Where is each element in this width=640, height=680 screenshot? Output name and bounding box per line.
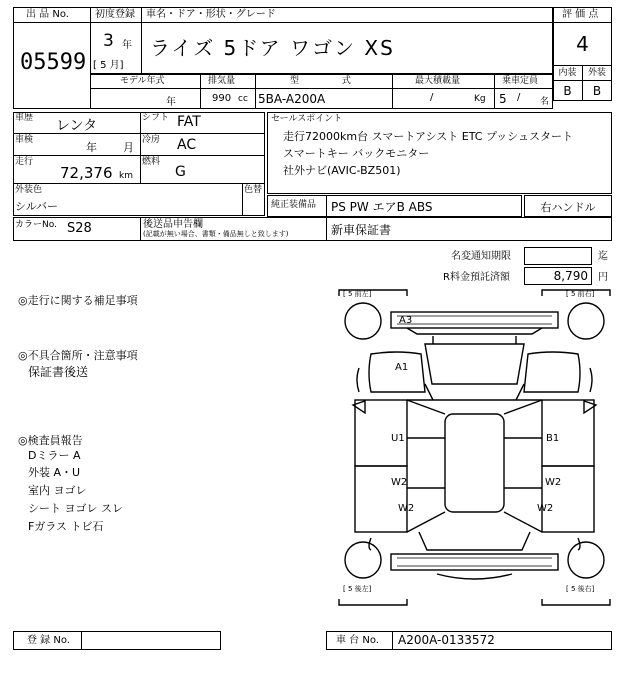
model-code: 5BA-A200A xyxy=(258,92,326,106)
warranty-value: 新車保証書 xyxy=(331,223,392,237)
mark-w2-right-upper: W2 xyxy=(545,477,562,488)
grade-label: 評 価 点 xyxy=(562,9,599,20)
displacement-label: 排気量 xyxy=(208,76,236,86)
ext-color-value: シルバー xyxy=(15,200,58,213)
overall-grade: 4 xyxy=(576,32,589,56)
mark-b1: B1 xyxy=(546,433,560,444)
model-year-unit: 年 xyxy=(166,97,176,108)
interior-grade: B xyxy=(563,84,572,98)
max-load-label: 最大積載量 xyxy=(415,76,461,86)
capacity-value: 5 xyxy=(499,92,507,106)
name-change-value-box xyxy=(524,247,592,265)
mark-a3: A3 xyxy=(399,315,413,326)
aircon-label: 冷房 xyxy=(142,135,161,145)
inspection-month-unit: 月 xyxy=(123,141,134,154)
first-reg-year: 3 xyxy=(103,31,114,51)
name-change-label: 名変通知期限 xyxy=(451,251,511,262)
inspector-line-5: Fガラス トビ石 xyxy=(28,520,104,533)
ext-color-label: 外装色 xyxy=(15,185,43,195)
inspector-line-3: 室内 ヨゴレ xyxy=(28,484,87,497)
model-year-label: モデル年式 xyxy=(120,76,165,86)
capacity-label: 乗車定員 xyxy=(502,76,539,86)
color-no-label: カラーNo. xyxy=(15,220,57,230)
mark-a1: A1 xyxy=(395,362,409,373)
exterior-label: 外装 xyxy=(587,68,606,78)
lot-no-label: 出 品 No. xyxy=(26,9,69,20)
interior-label: 内装 xyxy=(558,68,577,78)
tire-label-front-left: [ 5 前左] xyxy=(343,290,372,298)
recycle-label: R料金預託済額 xyxy=(443,272,510,283)
fuel-label: 燃料 xyxy=(142,157,161,167)
tire-label-front-right: [ 5 前右] xyxy=(566,290,595,298)
oem-value: PS PW エアB ABS xyxy=(331,200,433,214)
recycle-value: 8,790 xyxy=(553,269,588,283)
mileage-label: 走行 xyxy=(15,157,34,167)
color-change-label: 色替 xyxy=(244,185,263,195)
sales-point-line-3: 社外ナビ(AVIC-BZ501) xyxy=(283,164,401,177)
inspector-label: ◎検査員報告 xyxy=(18,434,83,447)
history-value: レンタ xyxy=(56,118,98,134)
displacement-unit: cc xyxy=(238,94,248,104)
reg-no-label: 登 録 No. xyxy=(27,635,70,646)
fuel-value: G xyxy=(175,164,186,180)
car-diagram xyxy=(337,288,612,607)
year-unit: 年 xyxy=(122,40,132,51)
post-declaration-label: 後送品申告欄 xyxy=(143,219,203,230)
sales-point-line-2: スマートキー バックモニター xyxy=(283,147,430,160)
mark-u1: U1 xyxy=(391,433,405,444)
sales-points-label: セールスポイント xyxy=(271,114,343,124)
shift-value: FAT xyxy=(177,114,201,130)
max-load-unit: Kg xyxy=(474,94,486,104)
tire-label-rear-left: [ 5 後左] xyxy=(343,585,372,593)
car-name: ライズ 5ドア ワゴン XS xyxy=(150,36,395,60)
color-no-box xyxy=(13,217,612,241)
inspection-label: 車検 xyxy=(15,135,34,145)
mark-w2-left-upper: W2 xyxy=(391,477,408,488)
inspector-line-4: シート ヨゴレ スレ xyxy=(28,502,123,515)
inspection-year-unit: 年 xyxy=(86,141,97,154)
name-change-suffix: 迄 xyxy=(598,251,608,262)
mileage-unit: km xyxy=(119,171,133,181)
first-reg-label: 初度登録 xyxy=(95,9,135,20)
first-reg-month: [ 5 月] xyxy=(93,60,124,71)
capacity-sep: / xyxy=(517,92,521,103)
chassis-label: 車 台 No. xyxy=(336,635,379,646)
history-label: 車歴 xyxy=(15,113,34,123)
defects-label: ◎不具合箇所・注意事項 xyxy=(18,349,138,362)
car-name-label: 車名・ドア・形状・グレード xyxy=(146,9,276,20)
defects-text: 保証書後送 xyxy=(28,365,89,379)
steering-value: 右ハンドル xyxy=(540,201,596,214)
shift-label: シフト xyxy=(142,113,170,123)
inspector-line-1: Dミラー A xyxy=(28,449,81,462)
lot-number: 05599 xyxy=(20,50,87,75)
color-no-value: S28 xyxy=(67,221,92,236)
model-label: 型 式 xyxy=(290,76,351,86)
inspector-line-2: 外装 A・U xyxy=(28,466,81,479)
sales-point-line-1: 走行72000km台 スマートアシスト ETC プッシュスタート xyxy=(283,130,573,143)
tire-label-rear-right: [ 5 後右] xyxy=(566,585,595,593)
oem-label: 純正装備品 xyxy=(271,200,317,210)
mark-w2-left-lower: W2 xyxy=(398,503,415,514)
displacement-value: 990 xyxy=(212,93,232,104)
recycle-unit: 円 xyxy=(598,272,608,283)
exterior-grade: B xyxy=(592,84,602,98)
post-declaration-note: (記載が無い場合、書類・備品無しと致します) xyxy=(143,230,289,238)
aircon-value: AC xyxy=(177,137,197,153)
mileage-value: 72,376 xyxy=(60,164,113,182)
mark-w2-right-lower: W2 xyxy=(537,503,554,514)
max-load-sep: / xyxy=(430,92,434,103)
capacity-unit: 名 xyxy=(540,97,550,107)
chassis-value: A200A-0133572 xyxy=(398,633,495,647)
driving-remarks-label: ◎走行に関する補足事項 xyxy=(18,294,138,307)
